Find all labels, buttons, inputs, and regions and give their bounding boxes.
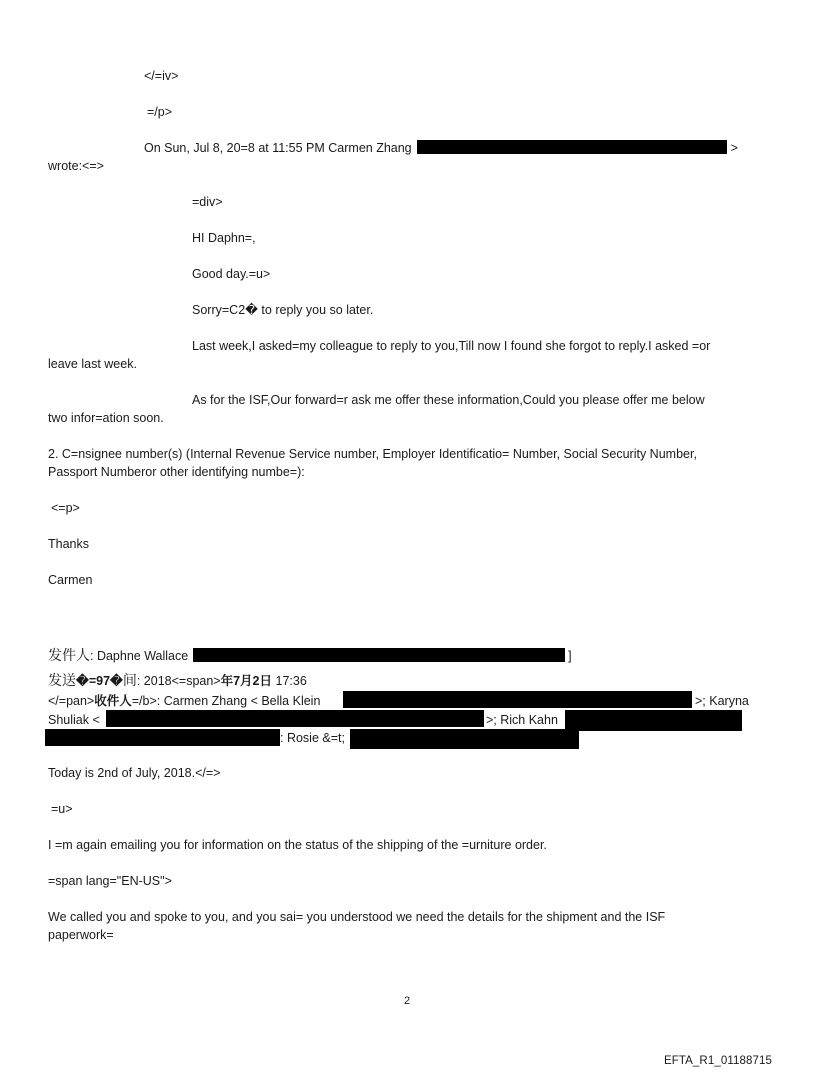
redaction-block	[350, 729, 579, 749]
greeting-line: HI Daphn=,	[192, 231, 256, 245]
signature-line: Carmen	[48, 573, 93, 587]
from-label: 发件人	[48, 647, 90, 663]
body-line: As for the ISF,Our forward=r ask me offer these information,Could you please offer me below	[192, 393, 705, 407]
body-line: paperwork=	[48, 928, 114, 942]
body-line: two infor=ation soon.	[48, 411, 164, 425]
attribution-wrote: wrote:<=>	[48, 159, 104, 173]
sent-date: 年7月2日	[220, 674, 273, 688]
redaction-block	[106, 710, 484, 727]
redaction-block	[417, 140, 727, 154]
to-prefix: </=pan>	[48, 694, 95, 708]
body-line: I =m again emailing you for information on the status of the shipping of the =urniture order.	[48, 838, 547, 852]
to-karyna: >; Karyna	[695, 694, 749, 708]
sent-label: 发送	[48, 672, 76, 688]
body-line: Good day.=u>	[192, 267, 271, 281]
body-line: Sorry=C2� to reply you so later.	[192, 303, 374, 317]
header-sent-line	[48, 671, 307, 690]
body-line: Passport Numberor other identifying numbe=):	[48, 465, 305, 479]
page-number: 2	[404, 995, 411, 1007]
redaction-block	[45, 729, 280, 746]
body-line: leave last week.	[48, 357, 137, 371]
body-line: We called you and spoke to you, and you sai= you understood we need the details for the shipment and the ISF	[48, 910, 666, 924]
html-fragment-line: =div>	[192, 195, 223, 209]
body-line: Today is 2nd of July, 2018.</=>	[48, 766, 221, 780]
bates-number: EFTA_R1_01188715	[664, 1055, 772, 1067]
attribution-close: >	[730, 141, 738, 155]
html-fragment-line: =/p>	[147, 105, 173, 119]
to-label: 收件人	[94, 694, 132, 708]
to-shuliak: Shuliak <	[48, 713, 100, 727]
body-line: Last week,I asked=my colleague to reply to you,Till now I found she forgot to reply.I asked =or	[192, 339, 711, 353]
to-rosie: : Rosie &=t;	[280, 731, 345, 745]
sent-garbled: �=97�	[76, 674, 123, 688]
html-fragment-line: </=iv>	[144, 69, 179, 83]
from-name: : Daphne Wallace	[90, 649, 189, 663]
signoff-line: Thanks	[48, 537, 89, 551]
to-rich: >; Rich Kahn	[486, 713, 558, 727]
html-fragment-line: =u>	[51, 802, 73, 816]
redaction-block	[565, 710, 742, 731]
redaction-block	[343, 691, 692, 708]
from-close: ]	[568, 649, 572, 663]
to-recipients: =/b>: Carmen Zhang < Bella Klein	[131, 694, 321, 708]
sent-text: : 2018<=span>	[136, 674, 221, 688]
attribution-text: On Sun, Jul 8, 20=8 at 11:55 PM Carmen Zhang	[144, 141, 412, 155]
reply-attribution-line	[144, 139, 738, 157]
sent-time: 17:36	[272, 674, 307, 688]
html-fragment-line: =span lang="EN-US">	[48, 874, 172, 888]
header-from-line	[48, 646, 572, 665]
body-line: 2. C=nsignee number(s) (Internal Revenue Service number, Employer Identificatio= Number, Social Security Number,	[48, 447, 697, 461]
sent-cjk: 间	[122, 672, 137, 688]
redaction-block	[193, 648, 565, 662]
header-to-line	[48, 692, 320, 710]
html-fragment-line: <=p>	[51, 501, 80, 515]
